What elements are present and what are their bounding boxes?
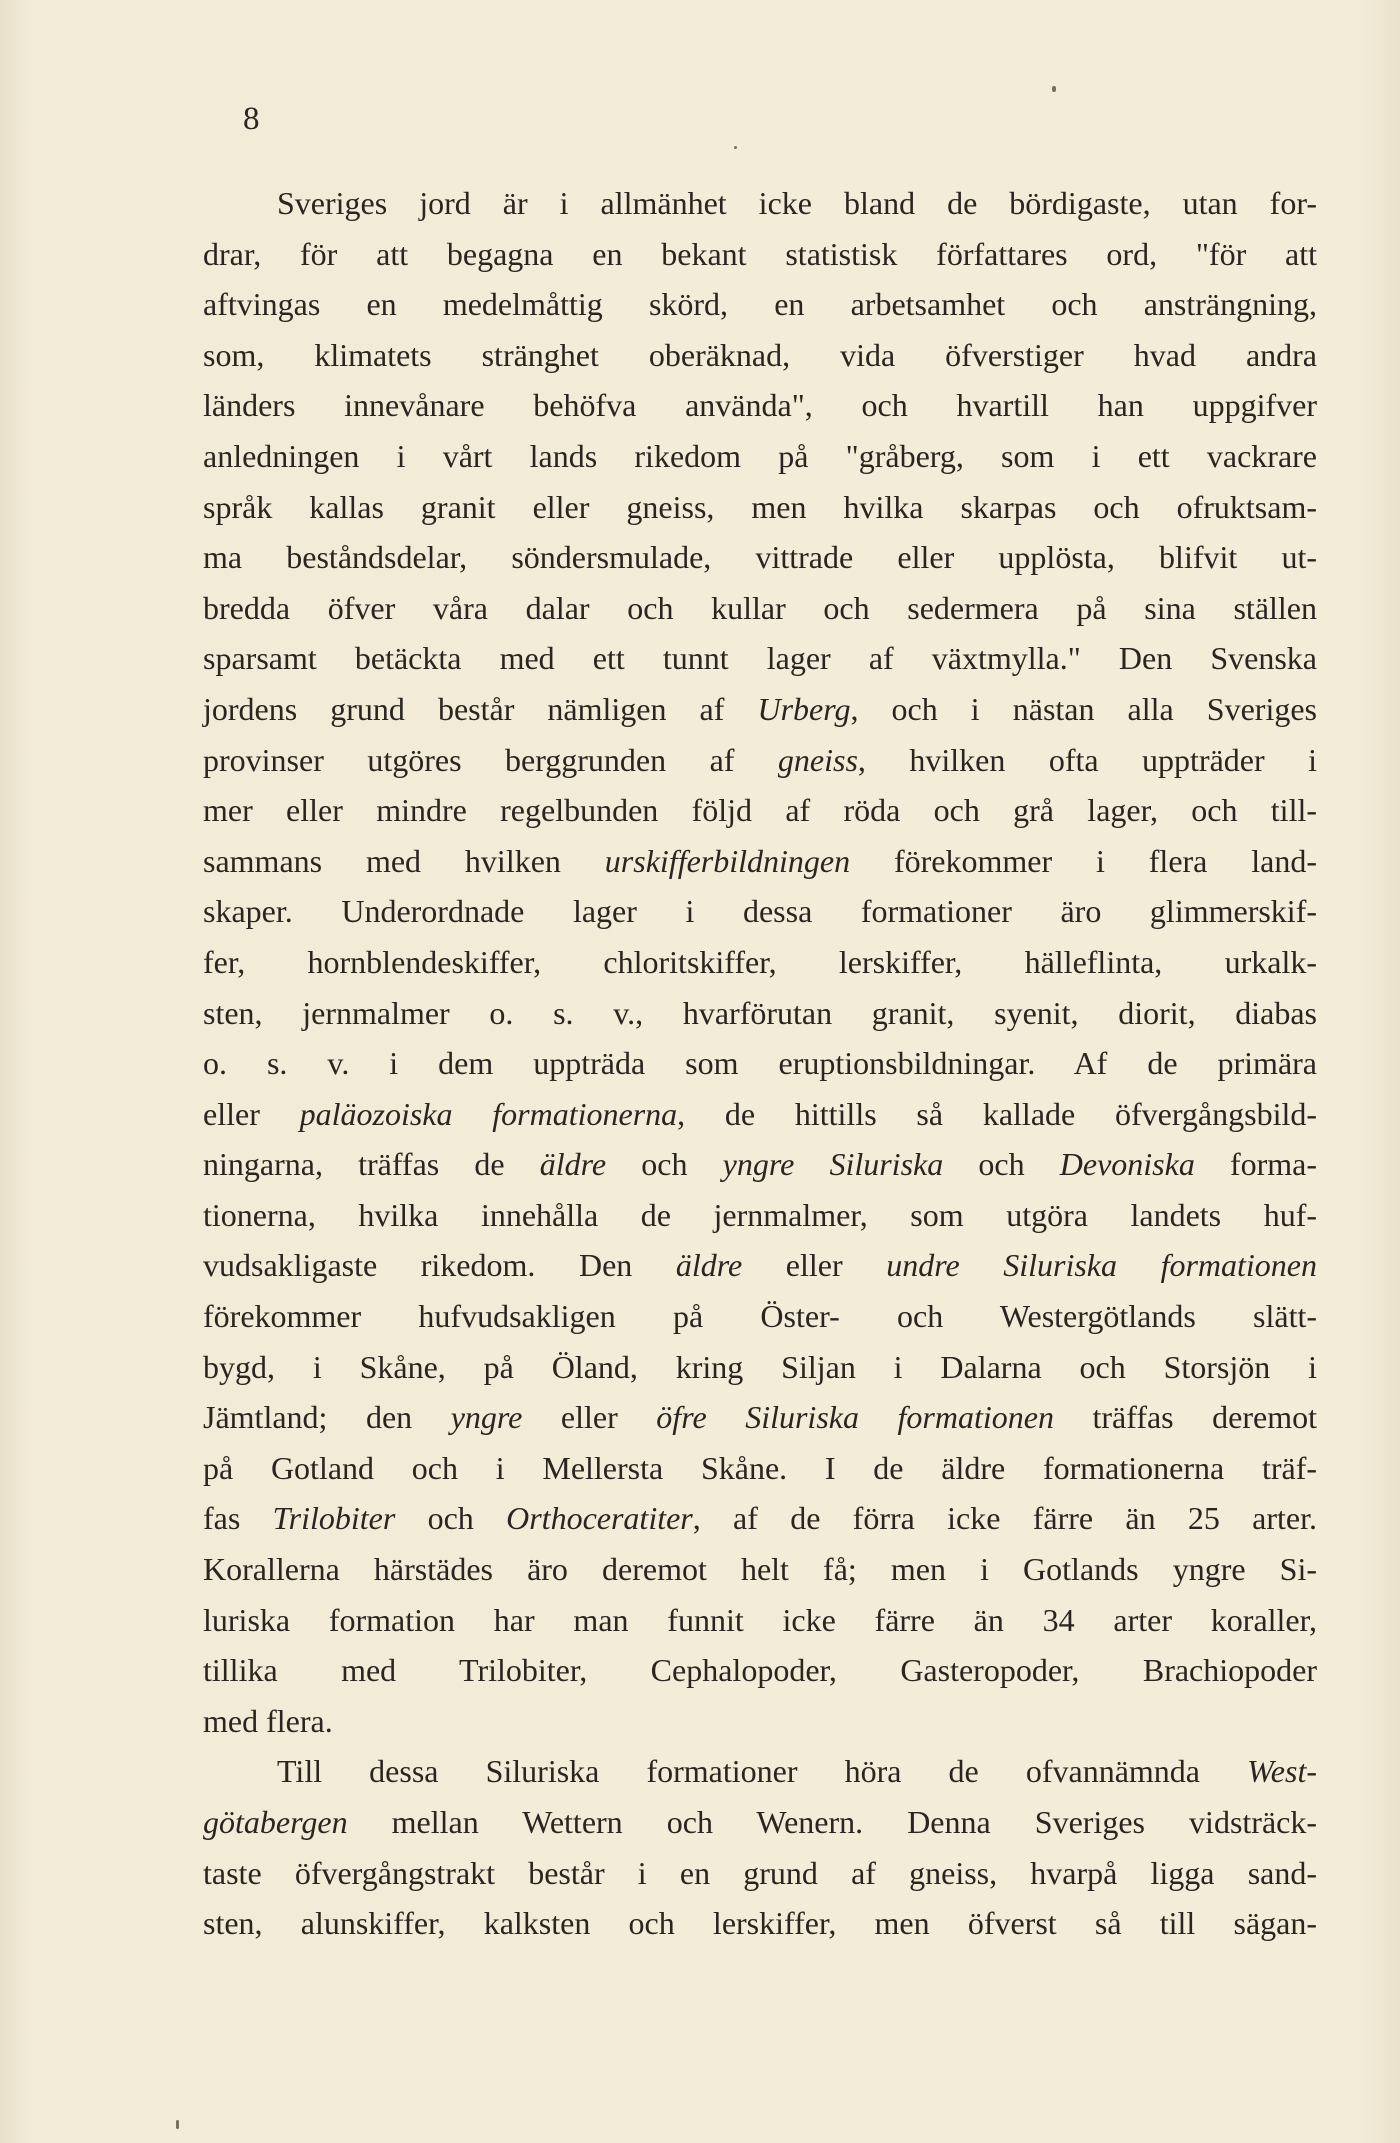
text-line [203, 380, 1317, 431]
text-segment: , hvilken ofta uppträder i [857, 741, 1318, 778]
italic-text: öfre Siluriska formationen [656, 1399, 1054, 1436]
text-segment: ningarna, träffas de [203, 1146, 540, 1183]
text-segment: tionerna, hvilka innehålla de jernmalmer, som utgöra landets huf- [203, 1196, 1317, 1233]
text-segment: o. s. v. i dem uppträda som eruptionsbildningar. Af de primära [203, 1045, 1317, 1082]
text-line [203, 1342, 1317, 1393]
text-line [203, 330, 1317, 381]
text-line [203, 1443, 1317, 1494]
text-line [203, 583, 1317, 634]
text-line [203, 279, 1317, 330]
text-segment: ma beståndsdelar, söndersmulade, vittrade eller upplösta, blifvit ut- [203, 539, 1317, 576]
text-segment: med flera. [203, 1702, 333, 1739]
text-segment: mellan Wettern och Wenern. Denna Sveriges vidsträck- [347, 1804, 1317, 1840]
text-line [203, 937, 1317, 988]
text-segment: eller [203, 1095, 300, 1132]
text-segment: , och i nästan alla Sveriges [850, 690, 1318, 727]
text-segment: Sveriges jord är i allmänhet icke bland de bördigaste, utan for- [277, 185, 1317, 221]
text-line [203, 1797, 1317, 1848]
italic-text: yngre [450, 1399, 523, 1436]
text-line [203, 1190, 1317, 1241]
text-segment: aftvingas en medelmåttig skörd, en arbetsamhet och ansträngning, [203, 286, 1317, 323]
italic-text: gneiss [777, 741, 858, 778]
text-segment: fas [203, 1500, 273, 1537]
text-segment: eller [742, 1247, 887, 1284]
text-segment: , de hittills så kallade öfvergångsbild- [677, 1095, 1318, 1132]
text-segment: och [606, 1146, 723, 1183]
text-line [203, 684, 1317, 735]
text-line [203, 1746, 1317, 1797]
text-segment: sammans med hvilken [203, 842, 605, 879]
text-line [203, 482, 1317, 533]
text-line [203, 1392, 1317, 1443]
text-segment: , af de förra icke färre än 25 arter. [692, 1500, 1318, 1537]
text-segment: sten, alunskiffer, kalksten och lerskiffer, men öfverst så till sägan- [203, 1905, 1317, 1942]
italic-text: götabergen [203, 1804, 348, 1840]
text-segment: Korallerna härstädes äro deremot helt få; men i Gotlands yngre Si- [203, 1551, 1317, 1588]
text-line [203, 1544, 1317, 1595]
text-line [203, 1291, 1317, 1342]
italic-text: urskifferbildningen [604, 842, 851, 879]
text-line [203, 1696, 1317, 1747]
text-segment: som, klimatets stränghet oberäknad, vida öfverstiger hvad andra [203, 336, 1317, 373]
text-line [203, 532, 1317, 583]
text-segment: jordens grund består nämligen af [203, 690, 758, 727]
text-segment: på Gotland och i Mellersta Skåne. I de äldre formationerna träf- [203, 1449, 1317, 1486]
text-segment: bredda öfver våra dalar och kullar och sedermera på sina ställen [203, 589, 1317, 626]
text-line [203, 886, 1317, 937]
text-line [203, 1898, 1317, 1949]
ink-speck [176, 2120, 179, 2129]
text-segment: tillika med Trilobiter, Cephalopoder, Gasteropoder, Brachiopoder [203, 1652, 1317, 1689]
text-segment: Till dessa Siluriska formationer höra de ofvannämnda [277, 1753, 1248, 1790]
page-number: 8 [243, 101, 260, 137]
italic-text: Trilobiter [272, 1500, 396, 1537]
text-segment: fer, hornblendeskiffer, chloritskiffer, lerskiffer, hälleflinta, urkalk- [203, 943, 1317, 980]
text-line [203, 785, 1317, 836]
text-line [203, 1645, 1317, 1696]
italic-text: yngre Siluriska [722, 1146, 944, 1183]
text-line [203, 1089, 1317, 1140]
text-segment: Jämtland; den [203, 1399, 451, 1436]
text-segment: och [943, 1146, 1060, 1183]
text-segment: träffas deremot [1053, 1399, 1318, 1436]
text-line [203, 1595, 1317, 1646]
italic-text: äldre [539, 1146, 607, 1183]
text-line [203, 633, 1317, 684]
text-line [203, 1493, 1317, 1544]
text-segment: drar, för att begagna en bekant statistisk författares ord, "för att [203, 235, 1317, 272]
text-segment: språk kallas granit eller gneiss, men hvilka skarpas och ofruktsam- [203, 488, 1317, 525]
italic-text: Orthoceratiter [506, 1500, 693, 1537]
ink-speck [1052, 86, 1056, 92]
italic-text: Devoniska [1059, 1146, 1195, 1183]
text-line [203, 1139, 1317, 1190]
text-segment: eller [522, 1399, 657, 1436]
text-segment: taste öfvergångstrakt består i en grund af gneiss, hvarpå ligga sand- [203, 1854, 1317, 1891]
text-line [203, 1240, 1317, 1291]
text-segment: mer eller mindre regelbunden följd af röda och grå lager, och till- [203, 792, 1317, 829]
text-segment: länders innevånare behöfva använda", och hvartill han uppgifver [203, 387, 1317, 424]
text-segment: och [395, 1500, 507, 1537]
text-line [203, 178, 1317, 229]
text-line [203, 1038, 1317, 1089]
text-segment: förekommer hufvudsakligen på Öster- och Westergötlands slätt- [203, 1298, 1317, 1335]
italic-text: undre Siluriska formationen [886, 1247, 1318, 1284]
ink-speck [734, 146, 737, 149]
body-text [203, 178, 1317, 1949]
italic-text: West- [1247, 1753, 1317, 1790]
text-line [203, 988, 1317, 1039]
italic-text: paläozoiska formationerna [299, 1095, 678, 1132]
italic-text: Urberg [757, 690, 851, 727]
text-segment: sten, jernmalmer o. s. v., hvarförutan granit, syenit, diorit, diabas [203, 994, 1317, 1031]
text-line [203, 1848, 1317, 1899]
text-segment: bygd, i Skåne, på Öland, kring Siljan i Dalarna och Storsjön i [203, 1348, 1317, 1385]
text-segment: provinser utgöres berggrunden af [203, 741, 778, 778]
text-segment: forma- [1194, 1146, 1318, 1183]
italic-text: äldre [675, 1247, 743, 1284]
text-segment: skaper. Underordnade lager i dessa formationer äro glimmerskif- [203, 893, 1317, 930]
text-segment: sparsamt betäckta med ett tunnt lager af växtmylla." Den Svenska [203, 640, 1317, 677]
text-segment: förekommer i flera land- [850, 842, 1318, 879]
text-line [203, 431, 1317, 482]
text-segment: luriska formation har man funnit icke färre än 34 arter koraller, [203, 1601, 1317, 1638]
text-line [203, 735, 1317, 786]
text-line [203, 836, 1317, 887]
text-line [203, 229, 1317, 280]
text-segment: anledningen i vårt lands rikedom på "gråberg, som i ett vackrare [203, 437, 1317, 474]
text-segment: vudsakligaste rikedom. Den [203, 1247, 676, 1284]
